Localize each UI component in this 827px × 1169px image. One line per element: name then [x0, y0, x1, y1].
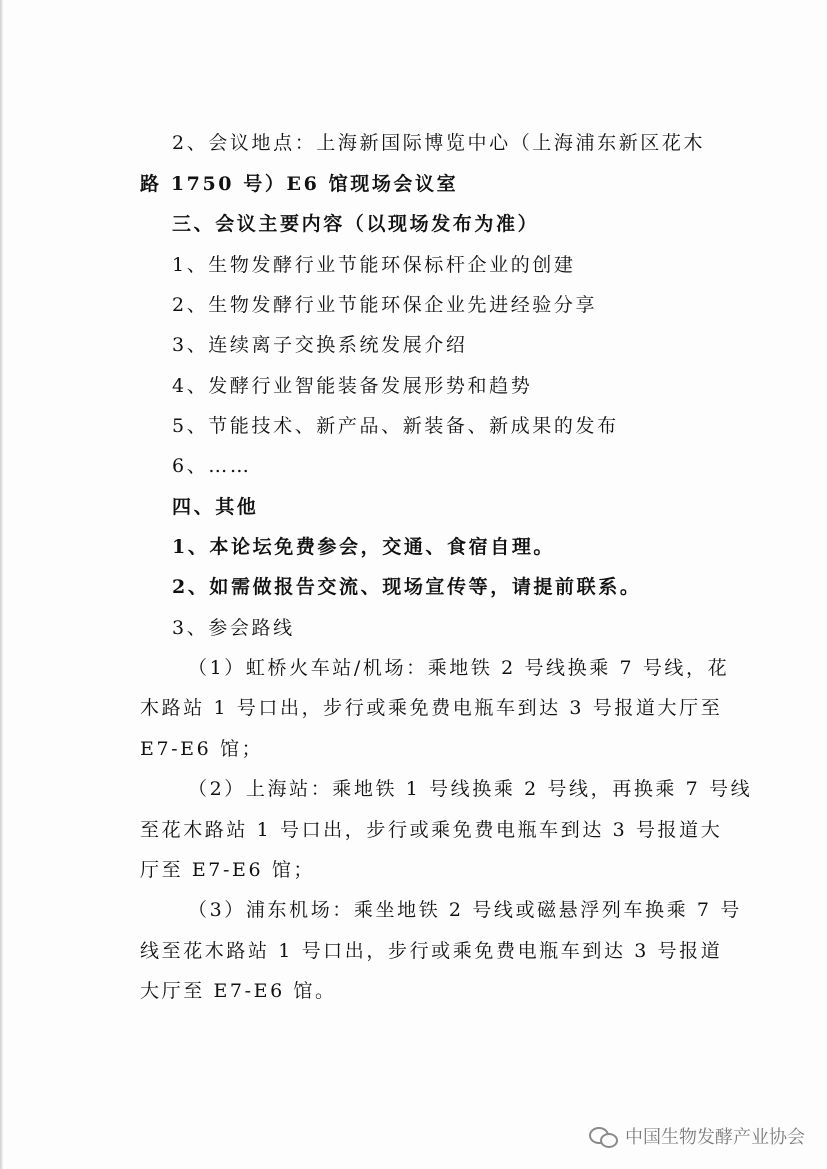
route-2-line-2: 至花木路站 1 号口出，步行或乘免费电瓶车到达 3 号报道大 [140, 819, 723, 841]
meeting-location-line-2: 路 1750 号）E6 馆现场会议室 [140, 173, 459, 195]
content-item-5: 5、节能技术、新产品、新装备、新成果的发布 [172, 415, 619, 437]
meeting-location-line-1: 2、会议地点：上海新国际博览中心（上海浦东新区花木 [172, 132, 706, 154]
watermark-text: 中国生物发酵产业协会 [625, 1127, 805, 1148]
wechat-icon [589, 1125, 619, 1147]
other-item-2: 2、如需做报告交流、现场宣传等，请提前联系。 [172, 576, 642, 598]
section-heading-content: 三、会议主要内容（以现场发布为准） [172, 213, 540, 235]
wechat-watermark [589, 1123, 805, 1149]
route-1-line-3: E7-E6 馆； [140, 738, 264, 760]
route-1-line-1: （1）虹桥火车站/机场：乘地铁 2 号线换乘 7 号线，花 [188, 657, 730, 679]
other-item-3: 3、参会路线 [172, 617, 295, 639]
route-2-line-1: （2）上海站：乘地铁 1 号线换乘 2 号线，再换乘 7 号线 [188, 778, 753, 800]
scan-edge [0, 0, 3, 1169]
route-3-line-2: 线至花木路站 1 号口出，步行或乘免费电瓶车到达 3 号报道 [140, 940, 723, 962]
content-item-3: 3、连续离子交换系统发展介绍 [172, 334, 468, 356]
route-2-line-3: 厅至 E7-E6 馆； [140, 859, 316, 881]
section-heading-other: 四、其他 [172, 496, 259, 518]
content-item-6: 6、…… [172, 455, 252, 477]
other-item-1: 1、本论坛免费参会，交通、食宿自理。 [172, 536, 556, 558]
route-1-line-2: 木路站 1 号口出，步行或乘免费电瓶车到达 3 号报道大厅至 [140, 697, 723, 719]
route-3-line-3: 大厅至 E7-E6 馆。 [140, 980, 337, 1002]
content-item-2: 2、生物发酵行业节能环保企业先进经验分享 [172, 294, 598, 316]
content-item-1: 1、生物发酵行业节能环保标杆企业的创建 [172, 254, 576, 276]
content-item-4: 4、发酵行业智能装备发展形势和趋势 [172, 375, 533, 397]
route-3-line-1: （3）浦东机场：乘坐地铁 2 号线或磁悬浮列车换乘 7 号 [188, 899, 742, 921]
